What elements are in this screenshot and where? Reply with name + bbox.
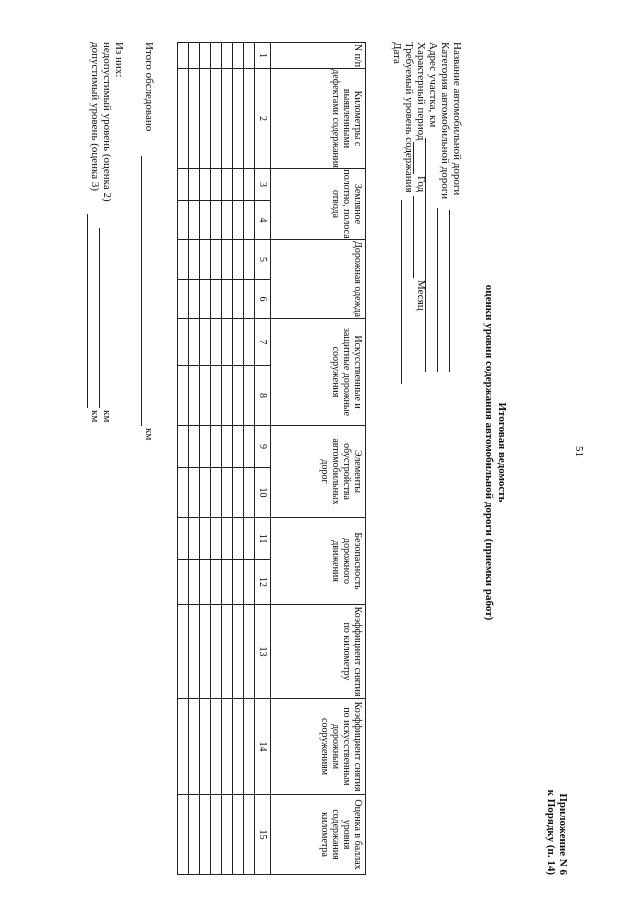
road-name-label: Название автомобильной дороги (451, 42, 463, 196)
column-number: 8 (255, 366, 271, 426)
summary-table (177, 42, 366, 875)
column-number: 7 (255, 319, 271, 366)
document-title: Итоговая ведомость (496, 402, 508, 503)
table-row (178, 43, 189, 875)
column-number: 6 (255, 280, 271, 319)
column-number: 2 (255, 69, 271, 169)
road-category-line (437, 208, 438, 372)
column-number: 10 (255, 468, 271, 518)
year-line (413, 196, 414, 278)
table-header-row (271, 43, 366, 875)
total-surveyed-label: Итого обследовано (143, 42, 155, 132)
total-surveyed-line (141, 156, 142, 426)
document-subtitle: оценки уровня содержания автомобильной дороги (приемки работ) (483, 284, 495, 621)
required-level-line (401, 200, 402, 384)
section-address-line (425, 138, 426, 372)
appendix-reference (545, 790, 569, 875)
table-row (189, 43, 200, 875)
header-traffic-safety: Безопасность дорожного движения (271, 518, 366, 605)
column-number: 4 (255, 201, 271, 240)
road-name-line (449, 210, 450, 372)
unacceptable-level-label: недопустимый уровень (оценка 2) (101, 42, 113, 202)
of-them-label: Из них: (113, 42, 125, 78)
header-structure-coefficient: Коэффициент снятия по искусственным дорожным сооружениям (271, 699, 366, 795)
acceptable-level-line (87, 214, 88, 408)
table-row (233, 43, 244, 875)
column-number: 12 (255, 560, 271, 605)
page-number: 51 (573, 446, 585, 457)
date-label: Дата (391, 42, 403, 64)
header-number: N п/п (271, 43, 366, 69)
header-defect-km: Километры с выявленными дефектами содержания (271, 69, 366, 169)
period-label: Характерный период (415, 42, 427, 141)
unacceptable-level-line (99, 228, 100, 408)
month-label: Месяц (415, 280, 427, 311)
table-row (211, 43, 222, 875)
column-number: 1 (255, 43, 271, 69)
acceptable-km-unit: км (89, 410, 101, 423)
table-row (222, 43, 233, 875)
header-structures: Искусственные и защитные дорожные сооружения (271, 319, 366, 426)
column-numbers-row (255, 43, 271, 875)
unacceptable-km-unit: км (101, 410, 113, 423)
header-score: Оценка в баллах уровня содержания километра (271, 795, 366, 875)
section-address-label: Адрес участка, км (427, 42, 439, 128)
column-number: 5 (255, 240, 271, 280)
table-row (200, 43, 211, 875)
year-label: Год (415, 176, 427, 193)
required-level-label: Требуемый уровень содержания (403, 42, 415, 193)
column-number: 13 (255, 605, 271, 699)
column-number: 9 (255, 426, 271, 468)
header-pavement: Дорожная одежда (271, 240, 366, 319)
column-number: 11 (255, 518, 271, 560)
appendix-line-1: Приложение N 6 (557, 793, 569, 875)
header-road-furniture: Элементы обустройства автомобильных дорог (271, 426, 366, 518)
column-number: 15 (255, 795, 271, 875)
column-number: 14 (255, 699, 271, 795)
header-km-coefficient: Коэффициент снятия по километру (271, 605, 366, 699)
header-earthwork: Земляное полотно, полоса отвода (271, 169, 366, 240)
column-number: 3 (255, 169, 271, 201)
appendix-line-2: к Порядку (п. 14) (545, 789, 557, 875)
road-category-label: Категория автомобильной дороги (439, 42, 451, 200)
total-km-unit: км (143, 428, 155, 441)
acceptable-level-label: допустимый уровень (оценка 3) (89, 42, 101, 192)
table-row (244, 43, 255, 875)
